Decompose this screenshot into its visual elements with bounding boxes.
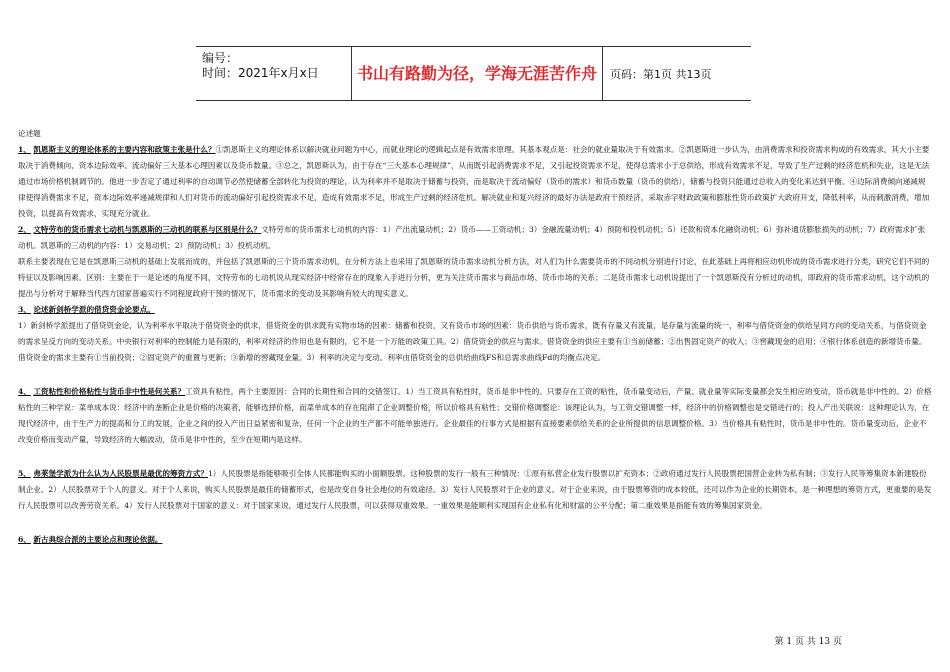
page-label: 页码：第1页 共13页	[610, 68, 712, 81]
section-4	[18, 384, 932, 448]
document-body	[18, 126, 932, 548]
page-header	[196, 46, 751, 101]
section-2	[18, 222, 932, 254]
header-meta	[202, 51, 319, 81]
doc-title: 论述题	[18, 129, 41, 138]
section-3-number: 3、	[18, 305, 31, 314]
section-3-question: 论述新剑桥学派的借贷资金论要点。	[33, 305, 155, 314]
section-5-number: 5、	[18, 469, 31, 478]
section-4-answer: 工资具有粘性，两个主要原因：合同的长期性和合同的交错签订。1）当工资具有粘性时，货币是非中性的。只要存在工资的粘性，货币量变动后，产量、就业量等实际变量都会发生相应的变动，货币就是非中性的。2）价格粘性的三种学说：菜单成本说：经济中的垄断企业是价格的决策者，能够选择价格，而菜单成本的存在阻滞了企业调整价格，所以价格具有粘性；交错价格调整论：该理论认为，与工资交错调整一样，经济中的价格调整也是交错进行的；投入产出关联说：这种理论认为，在现代经济中，由于生产力的提高和分工的发展，企业之间的投入产出日益紧密和复杂，任何一个企业的生产都不可能单独进行。企业最佳的行事方式是根据有直接要素供给关系的企业所提供的信息调整价格。3）当价格具有粘性时，货币是非中性的。货币量变动后，企业不改变价格而变动产量，导致经济的大幅波动，货币是非中性的，至少在短期内是这样。	[18, 387, 932, 444]
header-motto: 书山有路勤为径，学海无涯苦作舟	[351, 47, 603, 100]
spacer	[18, 366, 932, 384]
section-6-number: 6、	[18, 535, 31, 544]
section-3	[18, 302, 932, 318]
time-label: 时间：2021年x月x日	[202, 66, 319, 80]
spacer	[18, 514, 932, 532]
page-footer: 第 1 页 共 13 页	[774, 637, 842, 647]
section-1-number: 1、	[18, 145, 31, 154]
section-2-question: 文特劳布的货币需求七动机与凯恩斯的三动机的联系与区别是什么？	[33, 225, 262, 234]
section-1-answer: ①凯恩斯主义的理论体系以解决就业问题为中心，而就业理论的逻辑起点是有效需求原理。其基本观点是：社会的就业量取决于有效需求。②凯恩斯进一步认为，由消费需求和投资需求构成的有效需求，其大小主要取决于消费倾向、资本边际效率、流动偏好三大基本心理因素以及货币数量。③总之，凯恩斯认为，由于存在“三大基本心理规律”，从而既引起消费需求不足，又引起投资需求不足，使得总需求小于总供给，形成有效需求不足，导致了生产过剩的经济危机和失业，这是无法通过市场价格机制调节的。他进一步否定了通过利率的自动调节必然使储蓄全部转化为投资的理论，认为利率并不是取决于储蓄与投资，而是取决于流动偏好（货币的需求）和货币数量（货币的供给），储蓄与投资只能通过总收入的变化来达到平衡。④边际消费倾向递减规律使得消费需求不足，资本边际效率递减规律和人们对货币的流动偏好引起投资需求不足，造成有效需求不足，形成生产过剩的经济危机。解决就业和复兴经济的最好办法是政府干预经济，采取赤字财政政策和膨胀性货币政策扩大政府开支，降低利率，从而刺激消费，增加投资，以提高有效需求，实现充分就业。	[18, 145, 930, 218]
section-5	[18, 466, 932, 514]
section-6	[18, 532, 932, 548]
section-3-answer: 1）新剑桥学派提出了借贷资金论，认为利率水平取决于借贷资金的供求，借贷资金的供求既有实物市场的因素：储蓄和投资，又有货币市场的因素：货币供给与货币需求，既有存量又有流量，是存量与流量的统一，利率与借贷资金的供给呈同方向的变动关系，与借贷资金的需求呈反方向的变动关系。中央银行对利率的控制能力是有限的，利率对经济的作用也是有限的，它不是一个万能的政策工具。2）借贷资金的供应与需求。借贷资金的供应主要有①当前储蓄；②出售固定资产的收入；③窖藏现金的启用；④银行体系创造的新增货币量。借贷资金的需求主要有①当前投资；②固定资产的重置与更新；③新增的窖藏现金量。3）利率的决定与变动。利率由借贷资金的总供给曲线FS和总需求曲线Fd的均衡点决定。	[18, 321, 927, 362]
section-4-question: 工资粘性和价格粘性与货币非中性是何关系？	[33, 387, 186, 396]
section-4-number: 4、	[18, 387, 31, 396]
section-6-question: 新古典综合派的主要论点和理论依据。	[33, 535, 163, 544]
section-5-answer: 1）人民股票是指能够吸引全体人民都能购买的小面额股票。这种股票的发行一般有三种情况：①原有私营企业发行股票以扩充资本；②政府通过发行人民股票把国营企业转为私有制；③发行人民等筹集资本新建股份制企业。2）人民股票对于个人的意义。对于个人来说，购买人民股票是最佳的储蓄形式，也是改变自身社会地位的有效途径。3）发行人民股票对于企业的意义。对于企业来说，由于股票筹资的成本较低，还可以作为企业的长期资本，是一种理想的筹资方式，更重要的是发行人民股票可以改善劳资关系。4）发行人民股票对于国家的意义：对于国家来说，通过发行人民股票，可以获得双重效果。一重效果是能顺利实现国有企业私有化和财富的公平分配；第二重效果是指能有效的筹集国家资金。	[18, 469, 932, 510]
section-2-number: 2、	[18, 225, 31, 234]
section-2-answer: 文特劳布的货币需求七动机的内容：1）产出流量动机；2）货币——工资动机；3）金融流量动机；4）预防和投机动机；5）还款和资本化融资动机；6）弥补通货膨胀损失的动机；7）政府需求扩张动机。凯恩斯的三动机的内容：1）交易动机；2）预防动机；3）投机动机。	[18, 225, 926, 250]
spacer	[18, 448, 932, 466]
section-1-question: 凯恩斯主义的理论体系的主要内容和政策主张是什么？	[33, 145, 216, 154]
section-2-paragraph-2: 联系主要表现在它是在凯恩斯三动机的基础上发展而成的，并包括了凯恩斯的三个货币需求动机，在分析方法上也采用了凯恩斯的货币需求动机分析方法，对人们为什么需要货币的不同动机分别进行讨论，在此基础上再将相应动机形成的货币需求进行分类，研究它们不同的特征以及影响因素。区别：主要在于一是论述的角度不同，文特劳布的七动机说从现实经济中经常存在的现象入手进行分析，更为关注货币需求与商品市场、货币市场的关系；二是货币需求七动机说提出了一个凯恩斯没有分析过的动机，即政府的货币需求动机，这个动机的提出与分析对于解释当代西方国家普遍实行不同程度政府干预的情况下，货币需求的变动及其影响有较大的现实意义。	[18, 257, 930, 298]
section-1	[18, 142, 932, 222]
number-label: 编号：	[202, 51, 239, 65]
section-5-question: 弗莱堡学派为什么认为人民股票是最优的筹资方式？	[33, 469, 208, 478]
